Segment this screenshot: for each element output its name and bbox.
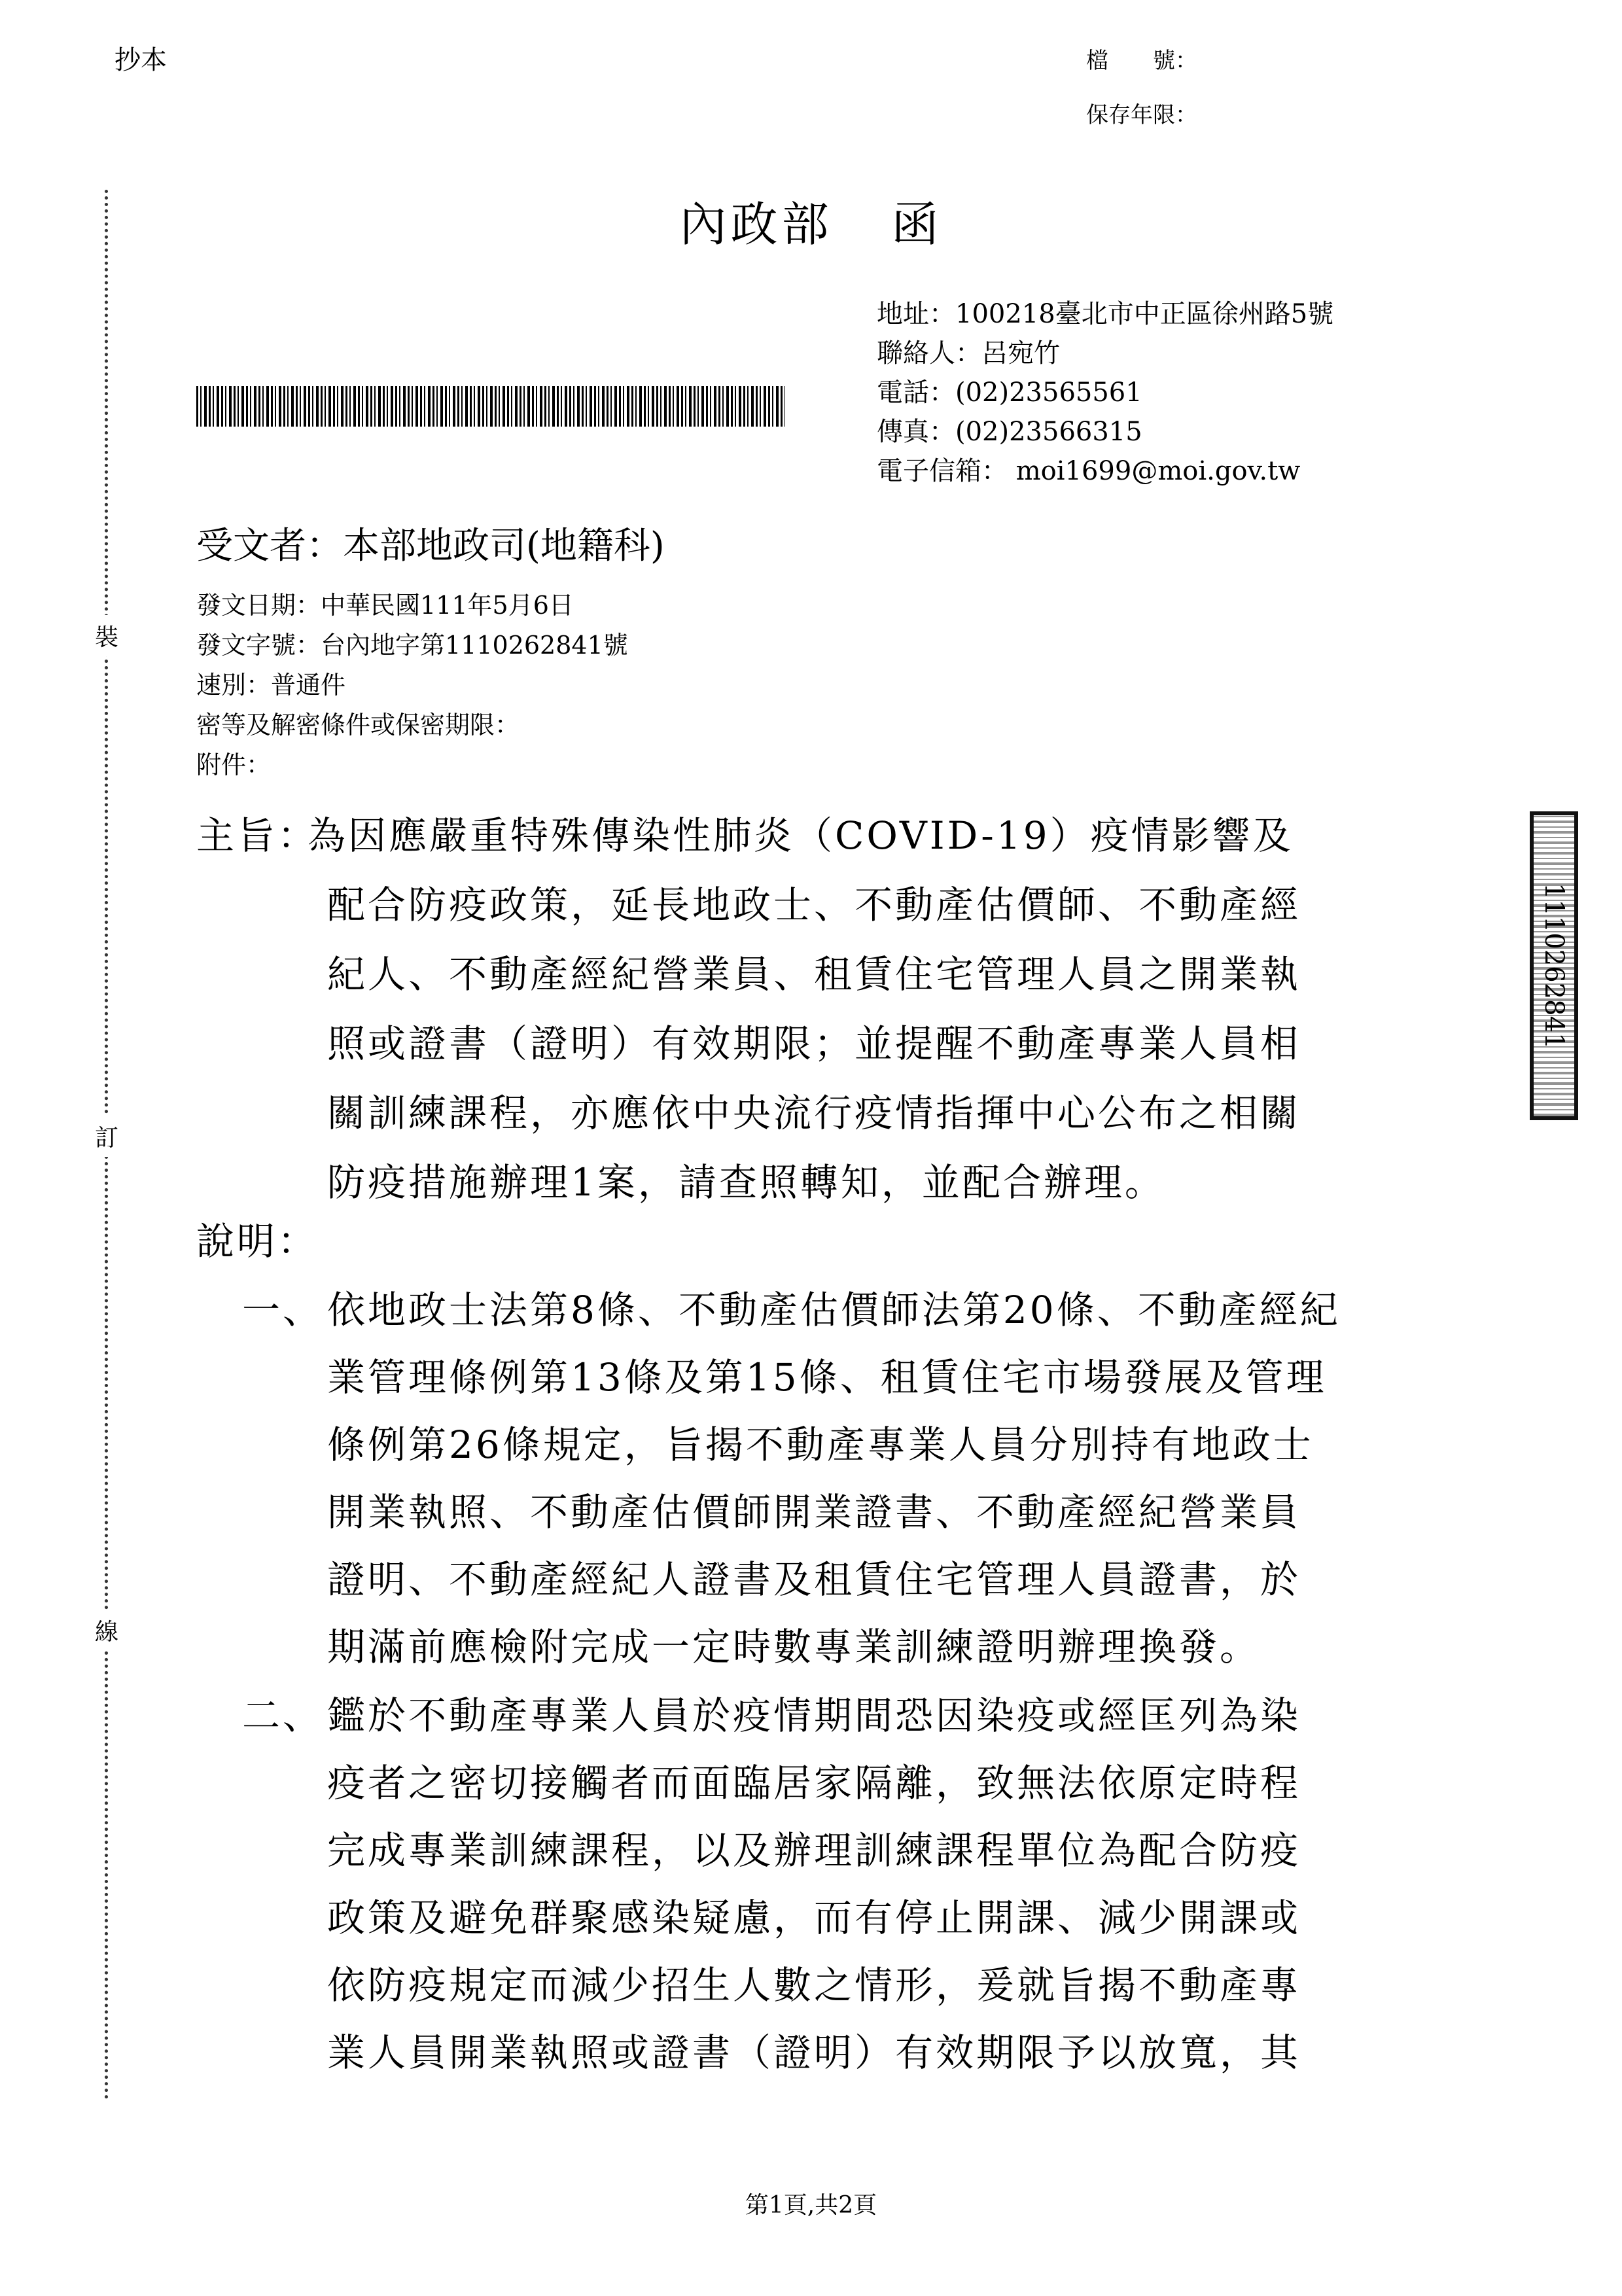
file-number-label: 檔 號：: [1086, 48, 1197, 74]
contact-address: 地址：100218臺北市中正區徐州路5號: [877, 299, 1334, 329]
explanation-line: 完成專業訓練課程，以及辦理訓練課程單位為配合防疫: [327, 1828, 1301, 1873]
document-meta: [196, 586, 628, 785]
document-type: 函: [891, 197, 943, 252]
contact-person: 聯絡人：呂宛竹: [877, 338, 1060, 368]
retention-period-label: 保存年限：: [1086, 102, 1197, 128]
explanation-line: 依防疫規定而減少招生人數之情形，爰就旨揭不動產專: [327, 1963, 1301, 2007]
explanation-line: 疫者之密切接觸者而面臨居家隔離，致無法依原定時程: [327, 1761, 1301, 1805]
issue-date: 發文日期：中華民國111年5月6日: [196, 591, 574, 620]
attachment: 附件：: [196, 751, 272, 779]
subject-line: 配合防疫政策，延長地政士、不動產估價師、不動產經: [327, 883, 1301, 927]
subject-label: 主旨：: [196, 813, 319, 858]
contact-fax: 傳真：(02)23566315: [877, 417, 1142, 447]
contact-email: 電子信箱： moi1699@moi.gov.tw: [877, 456, 1301, 486]
explanation-line: 鑑於不動產專業人員於疫情期間恐因染疫或經匡列為染: [327, 1693, 1301, 1738]
subject-line: 紀人、不動產經紀營業員、租賃住宅管理人員之開業執: [327, 952, 1301, 997]
document-title: [0, 186, 1622, 255]
subject-line: 防疫措施辦理1案，請查照轉知，並配合辦理。: [327, 1160, 1165, 1205]
explanation-item-number: 一、: [242, 1288, 324, 1332]
explanation-line: 業管理條例第13條及第15條、租賃住宅市場發展及管理: [327, 1355, 1327, 1400]
barcode: [196, 386, 785, 427]
explanation-label: 說明：: [196, 1219, 319, 1263]
explanation-line: 政策及避免群聚感染疑慮，而有停止開課、減少開課或: [327, 1896, 1301, 1940]
copy-mark: 抄本: [115, 45, 167, 75]
explanation-line: 期滿前應檢附完成一定時數專業訓練證明辦理換發。: [327, 1625, 1261, 1669]
delivery-speed: 速別：普通件: [196, 671, 346, 699]
explanation-line: 開業執照、不動產估價師開業證書、不動產經紀營業員: [327, 1490, 1301, 1534]
agency-name: 內政部: [679, 197, 833, 252]
explanation-line: 條例第26條規定，旨揭不動產專業人員分別持有地政士: [327, 1422, 1314, 1467]
binding-mark-xian: 線: [95, 1610, 118, 1651]
subject-line: 關訓練課程，亦應依中央流行疫情指揮中心公布之相關: [327, 1091, 1301, 1135]
page-number: 第1頁,共2頁: [745, 2192, 877, 2219]
binding-mark-ding: 訂: [95, 1116, 118, 1157]
explanation-line: 業人員開業執照或證書（證明）有效期限予以放寬，其: [327, 2030, 1301, 2075]
subject-line: 為因應嚴重特殊傳染性肺炎（COVID-19）疫情影響及: [308, 813, 1294, 858]
secrecy-level: 密等及解密條件或保密期限：: [196, 711, 520, 739]
subject-line: 照或證書（證明）有效期限；並提醒不動產專業人員相: [327, 1021, 1301, 1066]
contact-block: [877, 294, 1333, 491]
binding-mark-zhuang: 裝: [95, 615, 118, 656]
document-number-stamp: [1530, 811, 1578, 1120]
document-number: 發文字號：台內地字第1110262841號: [196, 631, 628, 660]
explanation-item-number: 二、: [242, 1693, 324, 1738]
explanation-line: 依地政士法第8條、不動產估價師法第20條、不動產經紀: [327, 1288, 1341, 1332]
contact-phone: 電話：(02)23565561: [877, 378, 1142, 408]
explanation-line: 證明、不動產經紀人證書及租賃住宅管理人員證書，於: [327, 1557, 1301, 1602]
stamp-text: 1110262841: [1534, 815, 1574, 1116]
recipient: 受文者：本部地政司(地籍科): [196, 525, 665, 567]
